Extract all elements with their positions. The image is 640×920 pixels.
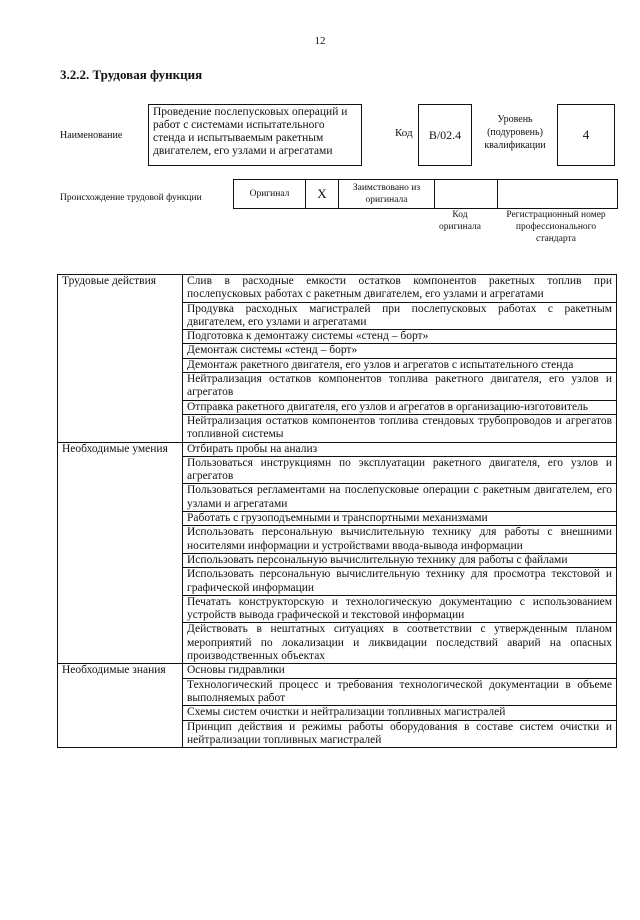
table-cell: Основы гидравлики — [183, 664, 617, 678]
original-mark: X — [306, 180, 339, 208]
table-cell: Использовать персональную вычислительную технику для просмотра текстовой и графической информации — [183, 568, 617, 596]
table-cell: Использовать персональную вычислительную технику для работы с файлами — [183, 553, 617, 567]
code-label: Код — [395, 127, 413, 139]
origin-row — [233, 179, 618, 209]
page-number: 12 — [314, 35, 326, 47]
name-label: Наименование — [60, 130, 123, 141]
function-table — [57, 274, 617, 748]
function-name-box: Проведение послепусковых операций и работ с системами испытательного стенда и испытываемым ракетным двигателем, его узлами и агрегатами — [148, 104, 362, 166]
table-cell: Печатать конструкторскую и технологическую документацию с использованием устройств вывода графической и текстовой информации — [183, 595, 617, 623]
level-box: 4 — [557, 104, 615, 166]
table-cell: Технологический процесс и требования технологической документации в объеме выполняемых работ — [183, 678, 617, 706]
original-cell: Оригинал — [234, 180, 306, 208]
code-box: B/02.4 — [418, 104, 472, 166]
table-cell: Демонтаж ракетного двигателя, его узлов и агрегатов с испытательного стенда — [183, 358, 617, 372]
table-cell: Подготовка к демонтажу системы «стенд – борт» — [183, 330, 617, 344]
table-cell: Схемы систем очистки и нейтрализации топливных магистралей — [183, 706, 617, 720]
table-cell: Работать с грузоподъемными и транспортными механизмами — [183, 512, 617, 526]
borrowed-cell: Заимствовано из оригинала — [339, 180, 435, 208]
table-cell: Продувка расходных магистралей при послепусковых работах с ракетным двигателем, его узлами и агрегатами — [183, 302, 617, 330]
table-row — [58, 275, 617, 303]
origin-code-cell — [435, 180, 498, 208]
table-cell: Пользоваться инструкциямн по эксплуатации ракетного двигателя, его узлов и агрегатов — [183, 456, 617, 484]
table-cell: Отбирать пробы на анализ — [183, 442, 617, 456]
level-label: Уровень (подуровень) квалификации — [484, 114, 546, 151]
caption-reg: Регистрационный номер профессионального стандарта — [506, 210, 606, 244]
origin-reg-cell — [498, 180, 617, 208]
origin-label: Происхождение трудовой функции — [60, 193, 202, 203]
section-heading: Трудовые действия — [58, 275, 183, 443]
table-cell: Нейтрализация остатков компонентов топлива ракетного двигателя, его узлов и агрегатов — [183, 373, 617, 401]
table-cell: Использовать персональную вычислительную технику для работы с внешними носителями информации и устройствами ввода-вывода информации — [183, 526, 617, 554]
section-title: 3.2.2. Трудовая функция — [60, 67, 203, 82]
table-row — [58, 442, 617, 456]
table-cell: Действовать в нештатных ситуациях в соответствии с утвержденным планом мероприятий по локализации и ликвидации последствий аварий на опасных производственных объектах — [183, 623, 617, 664]
caption-code: Код оригинала — [439, 210, 481, 232]
table-row — [58, 664, 617, 678]
section-heading: Необходимые знания — [58, 664, 183, 748]
table-cell: Пользоваться регламентами на послепусковые операции с ракетным двигателем, его узлами и агрегатами — [183, 484, 617, 512]
table-cell: Принцип действия и режимы работы оборудования в составе систем очистки и нейтрализации топливных магистралей — [183, 720, 617, 748]
table-cell: Нейтрализация остатков компонентов топлива стендовых трубопроводов и агрегатов топливной системы — [183, 414, 617, 442]
table-cell: Отправка ракетного двигателя, его узлов и агрегатов в организацию-изготовитель — [183, 400, 617, 414]
table-cell: Демонтаж системы «стенд – борт» — [183, 344, 617, 358]
section-heading: Необходимые умения — [58, 442, 183, 664]
table-cell: Слив в расходные емкости остатков компонентов ракетных топлив при послепусковых работах с ракетным двигателем, его узлами и агрегатами — [183, 275, 617, 303]
